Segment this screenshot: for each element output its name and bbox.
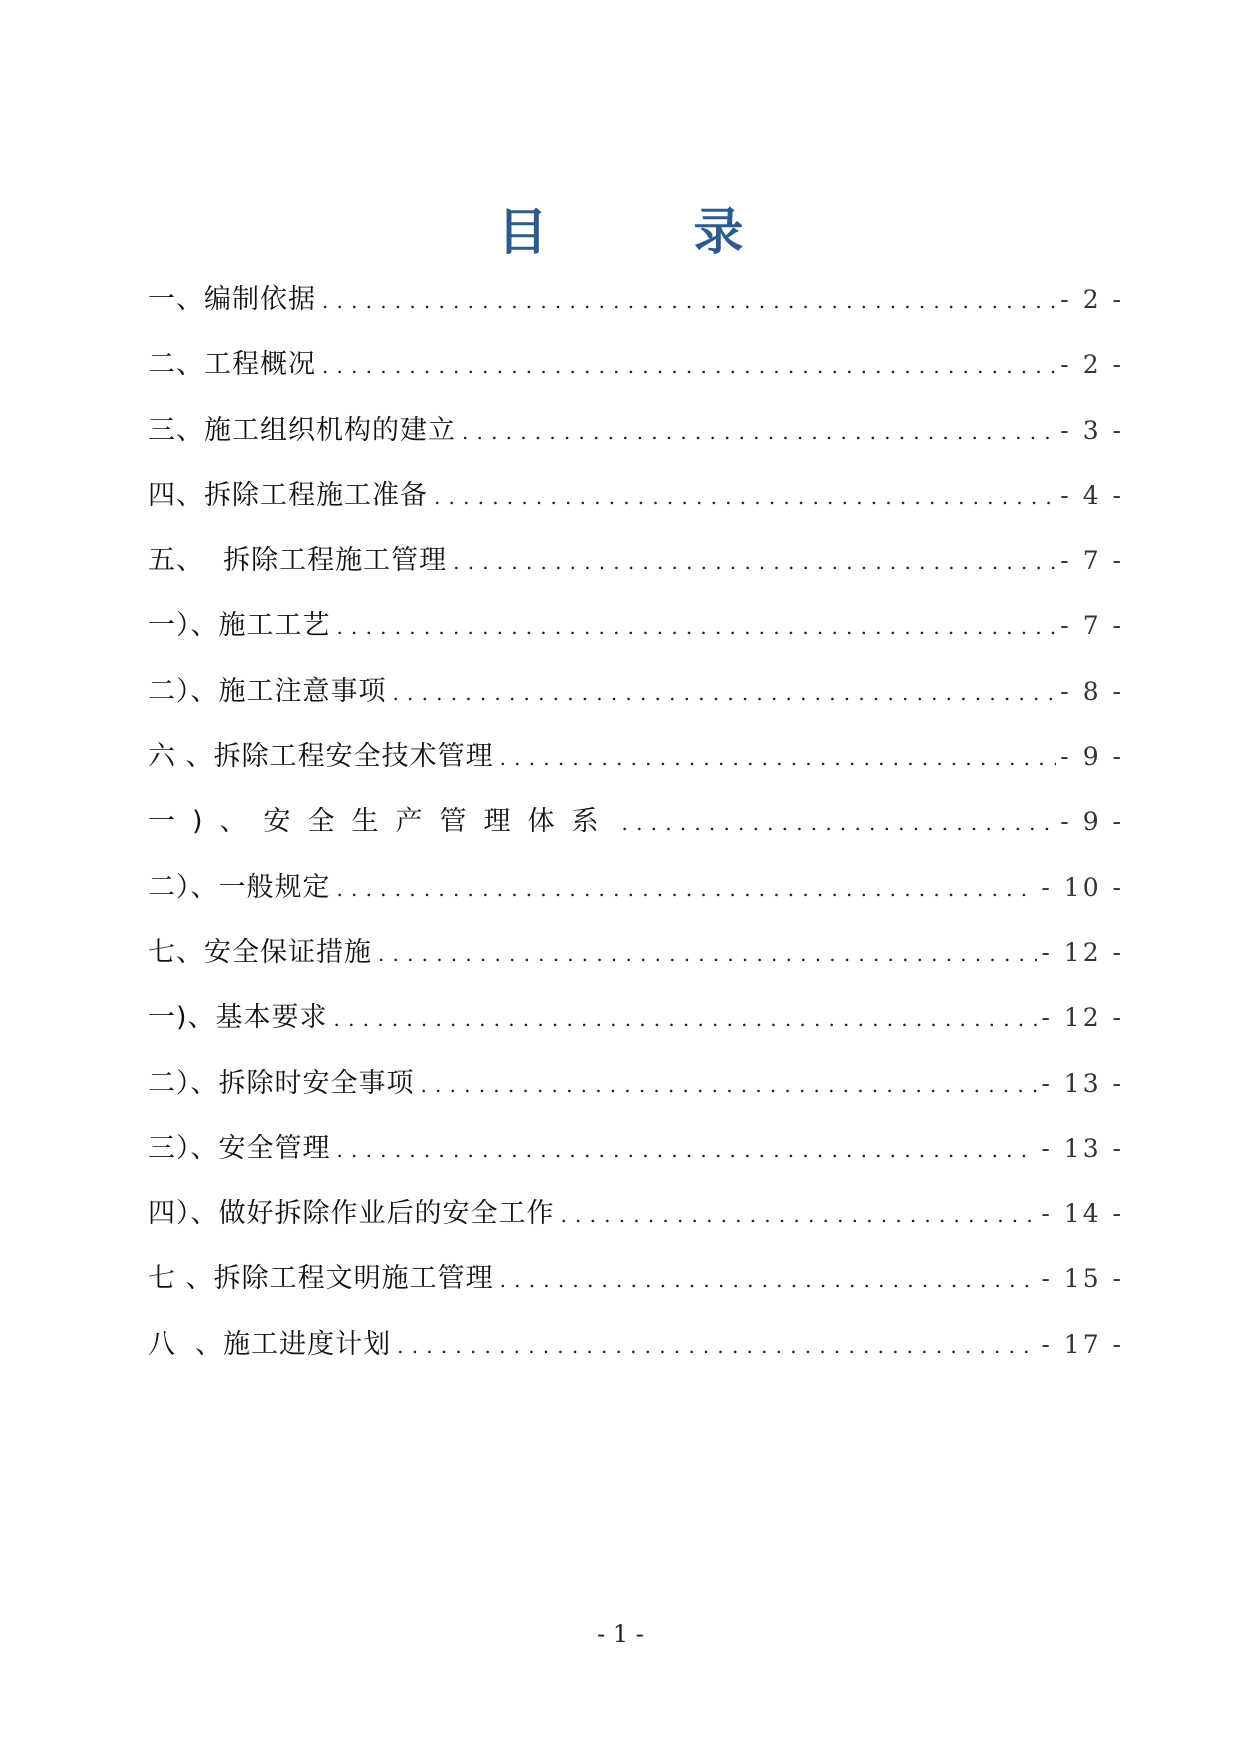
- toc-entry-page: - 15 -: [1041, 1264, 1124, 1294]
- toc-entry[interactable]: [148, 345, 1124, 410]
- toc-entry-page: - 2 -: [1060, 285, 1124, 314]
- toc-entry-label: 二、工程概况: [148, 349, 316, 381]
- toc-entry-label: 三）、安全管理: [148, 1132, 331, 1164]
- toc-leader-dots: [561, 1195, 1038, 1235]
- toc-entry[interactable]: [148, 672, 1124, 737]
- toc-entry-label: 二）、拆除时安全事项: [148, 1067, 415, 1099]
- toc-leader-dots: [453, 542, 1056, 582]
- toc-entry[interactable]: [148, 737, 1124, 802]
- toc-entry-label: 一)、安全生产管理体系: [148, 806, 616, 838]
- toc-leader-dots: [322, 281, 1056, 321]
- toc-entry[interactable]: [148, 411, 1124, 476]
- toc-entry-page: - 13 -: [1041, 1133, 1124, 1163]
- toc-entry[interactable]: [148, 868, 1124, 933]
- toc-entry-page: - 12 -: [1041, 937, 1124, 967]
- toc-leader-dots: [337, 869, 1038, 909]
- toc-entry-page: - 2 -: [1060, 350, 1124, 380]
- toc-entry[interactable]: [148, 1129, 1124, 1194]
- toc-entry-label: 一、编制依据: [148, 284, 316, 315]
- toc-entry-label: 七 、拆除工程文明施工管理: [148, 1263, 494, 1295]
- toc-entry-page: - 17 -: [1041, 1329, 1124, 1359]
- toc-entry-page: - 13 -: [1041, 1068, 1124, 1098]
- toc-entry[interactable]: [148, 1325, 1124, 1390]
- toc-entry-label: 四）、做好拆除作业后的安全工作: [148, 1198, 555, 1230]
- toc-leader-dots: [622, 803, 1057, 843]
- toc-leader-dots: [421, 1065, 1038, 1105]
- toc-entry-page: - 14 -: [1041, 1199, 1124, 1229]
- toc-entry-label: 一)、基本要求: [148, 1002, 328, 1034]
- toc-entry-page: - 9 -: [1060, 807, 1124, 837]
- toc-entry[interactable]: [148, 933, 1124, 998]
- page-number: - 1 -: [597, 1620, 644, 1648]
- toc-leader-dots: [393, 673, 1057, 713]
- toc-leader-dots: [337, 607, 1057, 647]
- toc-entry-label: 三、施工组织机构的建立: [148, 414, 456, 446]
- toc-entry-label: 八 、施工进度计划: [148, 1328, 392, 1360]
- toc-entry[interactable]: [148, 1194, 1124, 1259]
- toc-entry[interactable]: [148, 802, 1124, 867]
- toc-leader-dots: [500, 1260, 1038, 1300]
- toc-leader-dots: [500, 738, 1057, 778]
- toc-entry-label: 二）、一般规定: [148, 871, 331, 903]
- toc-entry-page: - 10 -: [1041, 872, 1124, 902]
- toc-entry-page: - 7 -: [1060, 546, 1124, 576]
- toc-entry[interactable]: [148, 606, 1124, 671]
- toc-entry-label: 一）、施工工艺: [148, 610, 331, 642]
- toc-entry-label: 七、安全保证措施: [148, 936, 372, 968]
- table-of-contents: [148, 280, 1124, 1390]
- toc-leader-dots: [337, 1130, 1038, 1170]
- toc-title: 目 录: [497, 203, 792, 261]
- toc-entry[interactable]: [148, 541, 1124, 606]
- toc-leader-dots: [334, 999, 1038, 1039]
- toc-leader-dots: [322, 346, 1056, 386]
- toc-entry[interactable]: [148, 280, 1124, 345]
- toc-entry-label: 五、 拆除工程施工管理: [148, 545, 448, 577]
- toc-entry-page: - 4 -: [1060, 480, 1124, 510]
- toc-entry-page: - 12 -: [1041, 1003, 1124, 1033]
- toc-entry-page: - 3 -: [1060, 415, 1124, 445]
- toc-entry[interactable]: [148, 1259, 1124, 1324]
- toc-entry-label: 六 、拆除工程安全技术管理: [148, 741, 494, 773]
- toc-entry[interactable]: [148, 1064, 1124, 1129]
- toc-entry-label: 四、拆除工程施工准备: [148, 479, 428, 511]
- toc-leader-dots: [378, 934, 1037, 974]
- toc-leader-dots: [397, 1326, 1037, 1366]
- toc-leader-dots: [462, 412, 1056, 452]
- toc-entry[interactable]: [148, 998, 1124, 1063]
- toc-entry[interactable]: [148, 476, 1124, 541]
- toc-entry-label: 二）、施工注意事项: [148, 675, 387, 707]
- toc-leader-dots: [434, 477, 1056, 517]
- toc-entry-page: - 9 -: [1060, 742, 1124, 772]
- toc-entry-page: - 7 -: [1060, 611, 1124, 641]
- toc-entry-page: - 8 -: [1060, 676, 1124, 706]
